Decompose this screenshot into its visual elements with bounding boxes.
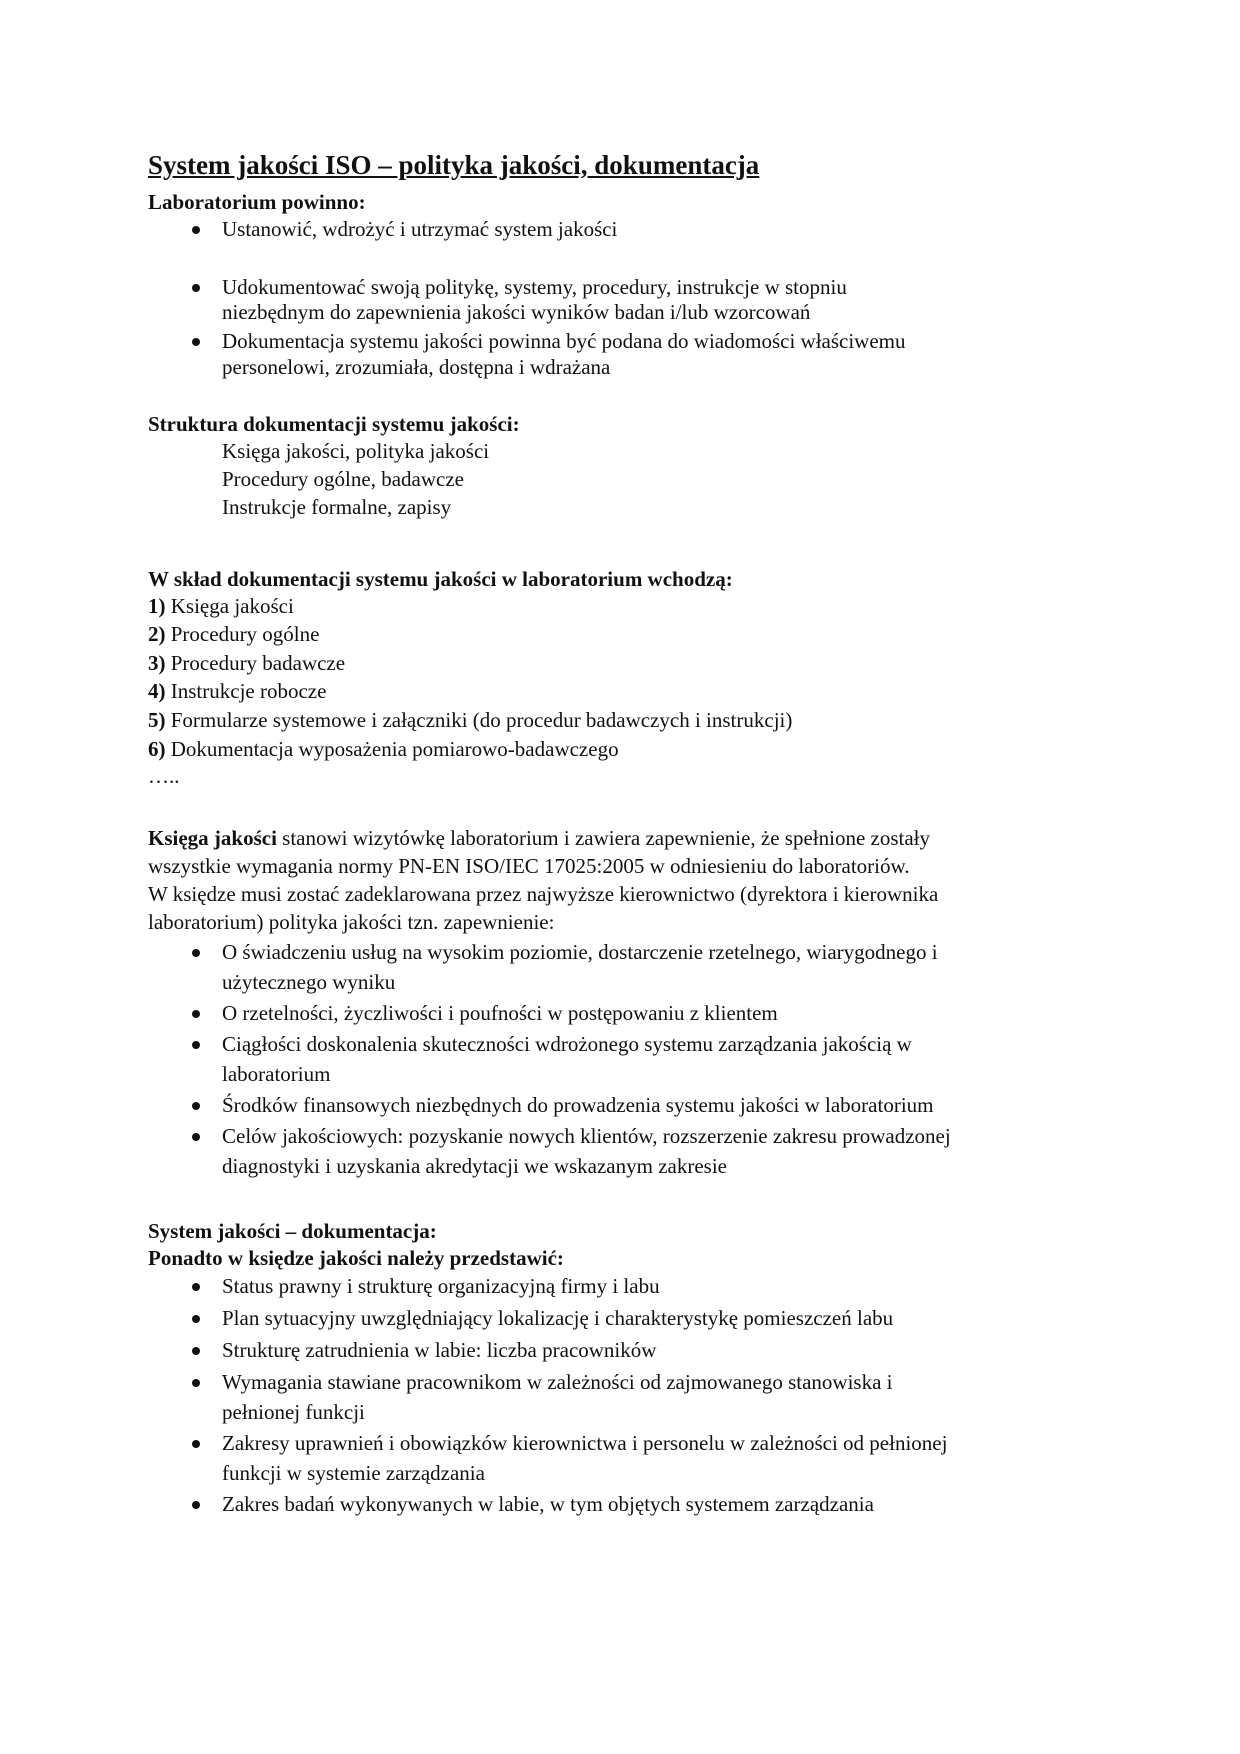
list-item: Ustanowić, wdrożyć i utrzymać system jakości — [222, 217, 618, 241]
bullet-icon — [192, 1440, 200, 1448]
paragraph-line: Księga jakości stanowi wizytówkę laboratorium i zawiera zapewnienie, że spełnione zostały — [148, 826, 931, 850]
numbered-item: 5) Formularze systemowe i załączniki (do procedur badawczych i instrukcji) — [148, 708, 793, 732]
list-item: Ciągłości doskonalenia skuteczności wdrożonego systemu zarządzania jakością w — [222, 1032, 912, 1056]
list-item: Dokumentacja systemu jakości powinna być podana do wiadomości właściwemu — [222, 329, 906, 353]
bullet-icon — [192, 226, 200, 234]
list-item-continuation: użytecznego wyniku — [222, 970, 396, 994]
list-item: Zakres badań wykonywanych w labie, w tym objętych systemem zarządzania — [222, 1492, 874, 1516]
section-heading-sklad: W skład dokumentacji systemu jakości w laboratorium wchodzą: — [148, 567, 733, 591]
list-item: Celów jakościowych: pozyskanie nowych klientów, rozszerzenie zakresu prowadzonej — [222, 1124, 951, 1148]
list-item-continuation: niezbędnym do zapewnienia jakości wyników badan i/lub wzorcowań — [222, 300, 811, 324]
bullet-icon — [192, 1379, 200, 1387]
structure-line: Instrukcje formalne, zapisy — [222, 495, 452, 519]
structure-line: Księga jakości, polityka jakości — [222, 439, 490, 463]
numbered-item: 2) Procedury ogólne — [148, 622, 320, 646]
numbered-item: 6) Dokumentacja wyposażenia pomiarowo-badawczego — [148, 737, 619, 761]
paragraph-line: W księdze musi zostać zadeklarowana przez najwyższe kierownictwo (dyrektora i kierownika — [148, 882, 939, 906]
section-heading-struktura: Struktura dokumentacji systemu jakości: — [148, 412, 520, 436]
paragraph-line: laboratorium) polityka jakości tzn. zapewnienie: — [148, 910, 555, 934]
list-item-continuation: personelowi, zrozumiała, dostępna i wdrażana — [222, 355, 611, 379]
list-item: Status prawny i strukturę organizacyjną firmy i labu — [222, 1274, 660, 1298]
bullet-icon — [192, 949, 200, 957]
section-heading-ponadto: Ponadto w księdze jakości należy przedstawić: — [148, 1246, 564, 1270]
bullet-icon — [192, 1501, 200, 1509]
bullet-icon — [192, 284, 200, 292]
bullet-icon — [192, 1283, 200, 1291]
numbered-item: 1) Księga jakości — [148, 594, 294, 618]
list-item: O świadczeniu usług na wysokim poziomie, dostarczenie rzetelnego, wiarygodnego i — [222, 940, 938, 964]
ellipsis: ….. — [148, 764, 180, 788]
document-title: System jakości ISO – polityka jakości, dokumentacja — [148, 150, 760, 180]
bullet-icon — [192, 1133, 200, 1141]
structure-line: Procedury ogólne, badawcze — [222, 467, 464, 491]
bullet-icon — [192, 1010, 200, 1018]
section-heading-system-dokumentacja: System jakości – dokumentacja: — [148, 1219, 437, 1243]
list-item: Plan sytuacyjny uwzględniający lokalizację i charakterystykę pomieszczeń labu — [222, 1306, 894, 1330]
list-item: Strukturę zatrudnienia w labie: liczba pracowników — [222, 1338, 657, 1362]
list-item: Środków finansowych niezbędnych do prowadzenia systemu jakości w laboratorium — [222, 1093, 934, 1117]
list-item: O rzetelności, życzliwości i poufności w postępowaniu z klientem — [222, 1001, 778, 1025]
list-item: Udokumentować swoją politykę, systemy, procedury, instrukcje w stopniu — [222, 275, 847, 299]
section-heading-laboratorium: Laboratorium powinno: — [148, 190, 366, 214]
bullet-icon — [192, 1315, 200, 1323]
numbered-item: 4) Instrukcje robocze — [148, 679, 327, 703]
bullet-icon — [192, 338, 200, 346]
numbered-item: 3) Procedury badawcze — [148, 651, 346, 675]
bullet-icon — [192, 1041, 200, 1049]
bullet-icon — [192, 1102, 200, 1110]
bullet-icon — [192, 1347, 200, 1355]
list-item-continuation: diagnostyki i uzyskania akredytacji we wskazanym zakresie — [222, 1154, 727, 1178]
list-item-continuation: pełnionej funkcji — [222, 1400, 365, 1424]
paragraph-line: wszystkie wymagania normy PN-EN ISO/IEC 17025:2005 w odniesieniu do laboratoriów. — [148, 854, 910, 878]
list-item: Wymagania stawiane pracownikom w zależności od zajmowanego stanowiska i — [222, 1370, 893, 1394]
list-item-continuation: funkcji w systemie zarządzania — [222, 1461, 485, 1485]
list-item-continuation: laboratorium — [222, 1062, 331, 1086]
list-item: Zakresy uprawnień i obowiązków kierownictwa i personelu w zależności od pełnionej — [222, 1431, 948, 1455]
